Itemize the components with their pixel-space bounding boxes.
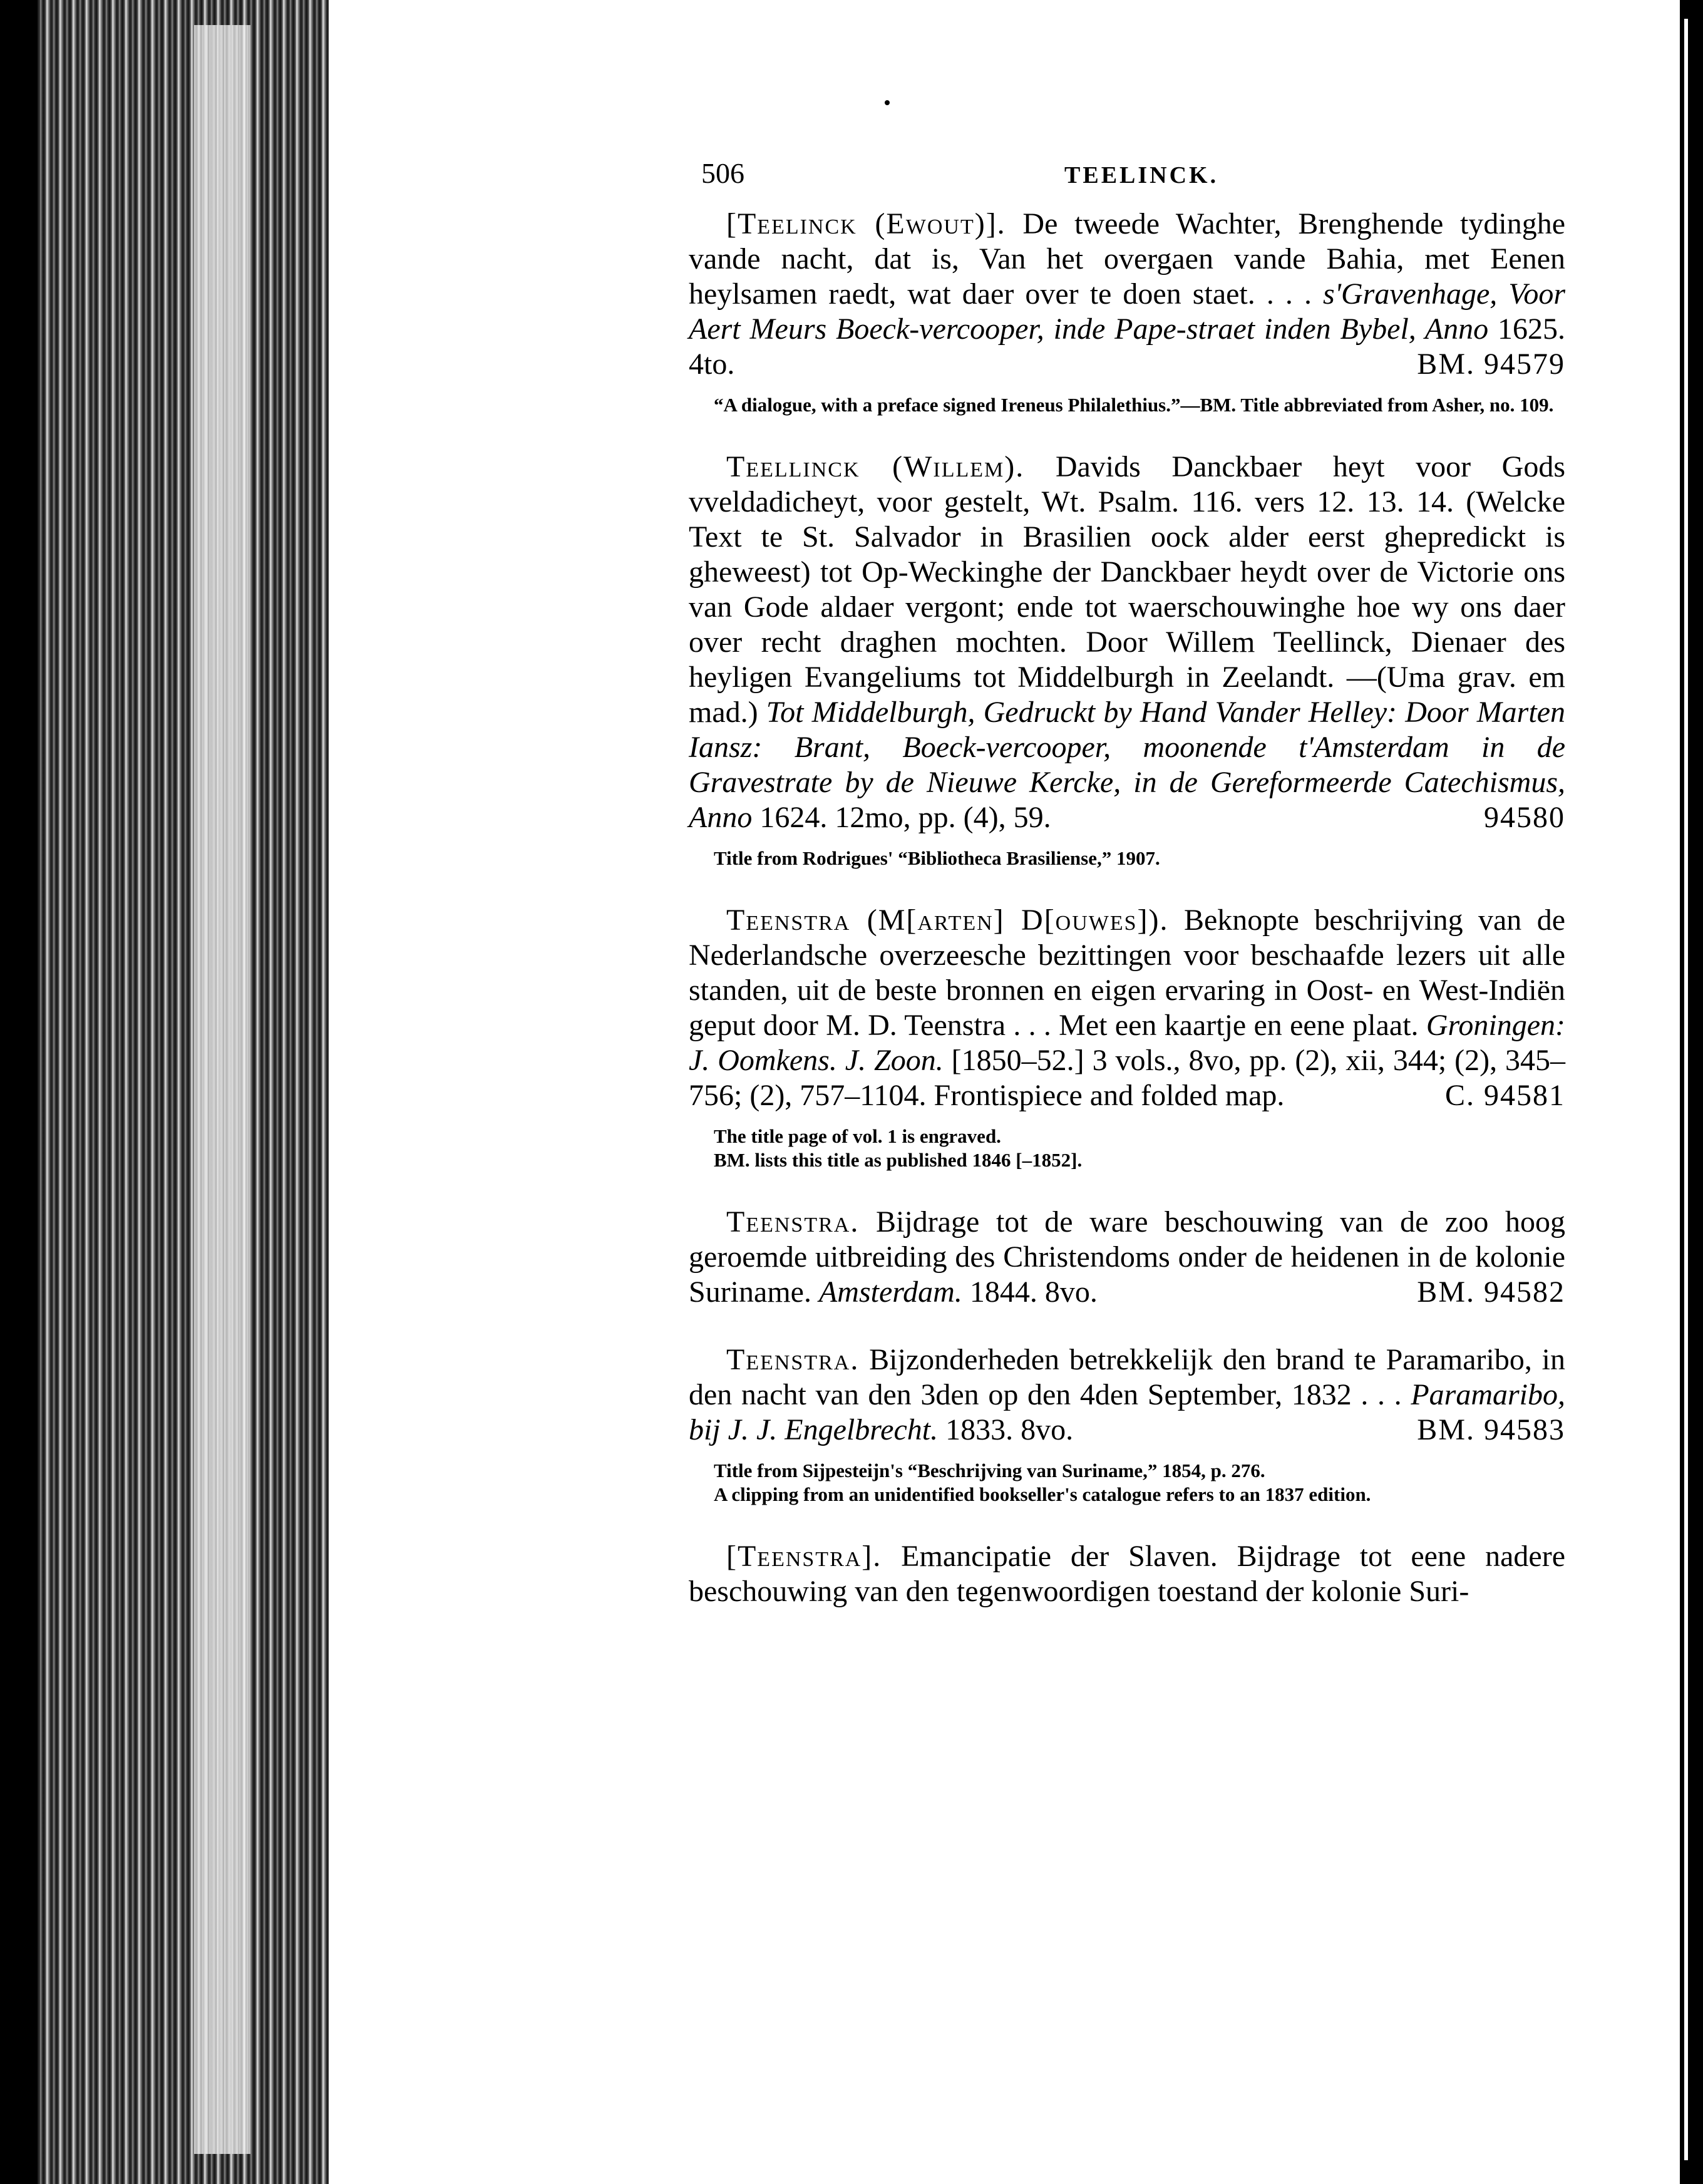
entry-tail: [1850–52.] 3 vols., 8vo, pp. (2), xii, 344; (2), 345–756; (2), 757–1104. Frontispiece and folded map. bbox=[689, 1044, 1566, 1112]
entry-willem bbox=[689, 450, 1565, 835]
entry-heading: [Teenstra]. bbox=[726, 1540, 882, 1573]
note-line: Title from Sijpesteijn's “Beschrijving van Suriname,” 1854, p. 276. bbox=[714, 1460, 1265, 1481]
entry-teenstra-emancipatie bbox=[689, 1539, 1565, 1609]
entry-text: Emancipatie der Slaven. Bijdrage tot eene nadere beschouwing van den tegenwoordigen toestand der kolonie Suri- bbox=[689, 1540, 1565, 1608]
entry-teenstra-bijdrage bbox=[689, 1205, 1565, 1310]
running-head: TEELINCK. bbox=[1064, 162, 1219, 188]
entry-tail: 1844. 8vo. bbox=[969, 1275, 1098, 1309]
entry-note bbox=[714, 1459, 1565, 1507]
entry-heading: Teenstra. bbox=[726, 1205, 860, 1239]
entry-heading: Teellinck (Willem). bbox=[726, 450, 1025, 483]
entry-note bbox=[714, 1125, 1565, 1172]
entry-ref: 94580 bbox=[1484, 801, 1565, 834]
right-edge-line bbox=[1684, 19, 1688, 2160]
page-number: 506 bbox=[701, 157, 744, 189]
entry-imprint: Tot Middelburgh, Gedruckt by Hand Vander Helley: Door Marten Iansz: Brant, Boeck-vercooper, moonende t'Amsterdam in de Gravestrate by de Nieuwe Kercke, in de Gereformeerde Catechismus, Anno bbox=[689, 696, 1566, 834]
book-edge bbox=[38, 0, 332, 2184]
note-line: BM. lists this title as published 1846 [–1852]. bbox=[714, 1149, 1083, 1171]
note-line: Title from Rodrigues' “Bibliotheca Brasiliense,” 1907. bbox=[714, 847, 1160, 869]
note-line: “A dialogue, with a preface signed Ireneus Philalethius.”—BM. Title abbreviated from Asher, no. 109. bbox=[714, 394, 1554, 416]
entry-text: Bijzonderheden betrekkelijk den brand te Paramaribo, in den nacht van den 3den op den 4den September, 1832 . . . bbox=[689, 1343, 1566, 1411]
entry-text: Bijdrage tot de ware beschouwing van de zoo hoog geroemde uitbreiding des Christendoms onder de heidenen in de kolonie Suriname. bbox=[689, 1205, 1566, 1309]
entry-imprint: s'Gravenhage, Voor Aert Meurs Boeck-vercooper, inde Pape-straet inden Bybel, Anno bbox=[689, 277, 1565, 346]
entry-imprint: Paramaribo, bij J. J. Engelbrecht. bbox=[689, 1378, 1566, 1446]
entry-imprint: Groningen: J. Oomkens. J. Zoon. bbox=[689, 1009, 1566, 1077]
entry-tail: 1625. 4to. bbox=[689, 312, 1565, 381]
right-margin-shadow bbox=[1680, 0, 1703, 2184]
entry-ref: C. 94581 bbox=[1444, 1079, 1565, 1112]
entry-teenstra-bijzonderheden bbox=[689, 1342, 1565, 1448]
entry-imprint: Amsterdam. bbox=[818, 1275, 962, 1309]
entry-heading: Teenstra. bbox=[726, 1343, 860, 1376]
entry-text: Beknopte beschrijving van de Nederlandsche overzeesche bezittingen voor beschaafde lezers uit alle standen, uit de beste bronnen en eigen ervaring in Oost- en West-Indiën geput door M. D. Teenstra . . . Met een kaartje en eene plaat. bbox=[689, 904, 1565, 1042]
entry-note bbox=[714, 847, 1565, 870]
entry-tail: 1833. 8vo. bbox=[945, 1413, 1074, 1446]
page-stack bbox=[194, 25, 250, 2154]
entry-ref: BM. 94579 bbox=[1417, 348, 1565, 381]
entry-text: De tweede Wachter, Brenghende tydinghe vande nacht, dat is, Van het overgaen vande Bahia, met Eenen heylsamen raedt, wat daer over te doen staet. . . . bbox=[689, 207, 1565, 311]
entry-text: Davids Danckbaer heyt voor Gods vveldadicheyt, voor gestelt, Wt. Psalm. 116. vers 12. 13. 14. (Welcke Text te St. Salvador in Brasilien oock alder eerst ghepredickt is gheweest) tot Op-Weckinghe der Danckbaer heydt over de Victorie ons van Gode aldaer vergont; ende tot waerschouwinghe hoe wy ons daer over recht draghen mochten. Door Willem Teellinck, Dienaer des heyligen Evangeliums tot Middelburgh in Zeelandt. —(Uma grav. em mad.) bbox=[689, 450, 1566, 729]
entry-heading: [Teelinck (Ewout)]. bbox=[726, 207, 1006, 240]
entry-ref: BM. 94583 bbox=[1417, 1413, 1565, 1446]
entry-tail: 1624. 12mo, pp. (4), 59. bbox=[759, 801, 1051, 834]
ink-dot bbox=[885, 100, 890, 105]
note-line: The title page of vol. 1 is engraved. bbox=[714, 1125, 1001, 1147]
page-content bbox=[689, 157, 1565, 1620]
entry-note bbox=[714, 393, 1565, 417]
page-header bbox=[689, 157, 1565, 207]
note-line: A clipping from an unidentified bookseller's catalogue refers to an 1837 edition. bbox=[714, 1483, 1371, 1505]
entry-teenstra-beknopte bbox=[689, 903, 1565, 1113]
entry-ewout bbox=[689, 207, 1565, 382]
entry-heading: Teenstra (M[arten] D[ouwes]). bbox=[726, 904, 1169, 937]
entry-ref: BM. 94582 bbox=[1417, 1275, 1565, 1309]
